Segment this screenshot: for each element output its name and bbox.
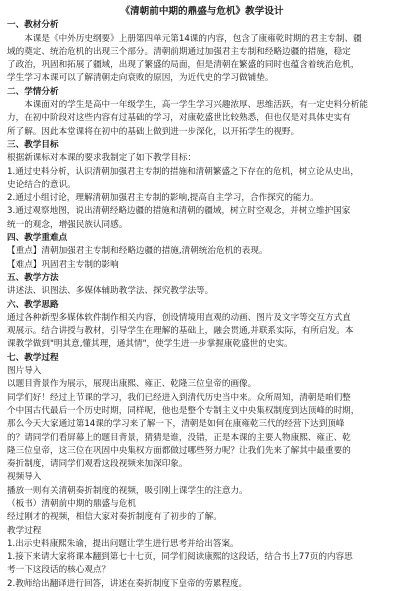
document-body (7, 19, 397, 591)
paragraph-line: 本课是《中外历史纲要》上册第四单元第14课的内容，包含了康雍乾时期的君主专制、疆 (24, 33, 362, 44)
paragraph-line: 【难点】巩固君主专制的影响 (7, 259, 119, 270)
paragraph-line: 1.接下来请大家将课本翻到第七十七页，同学们阅读康熙的这段话，结合书上77页的内容思 (7, 552, 353, 563)
paragraph-line: 域的奠定、统治危机的出现三个部分。清朝前期通过加强君主专制和经略边疆的措施，稳定 (7, 46, 351, 57)
paragraph-line: 考一下这段话的核心观点？ (7, 565, 111, 576)
section-heading: 四、教学重难点 (7, 233, 68, 244)
paragraph-line: （板书）清朝前中期的鼎盛与危机 (7, 498, 136, 509)
section-heading: 七、教学过程 (7, 352, 59, 363)
paragraph-line: 所了解。因此本堂课将在初中的基础上做到进一步深化，以开拓学生的视野。 (7, 126, 300, 137)
paragraph-line: 2.教师给出翻译进行回答，讲述在奏折制度下皇帝的劳累程度。 (7, 578, 248, 589)
paragraph-line: 奏折制度，请同学们观看这段视频来加深印象。 (7, 459, 188, 470)
paragraph-line: 1.出示史料康熙朱谕，提出问题让学生进行思考并给出答案。 (7, 538, 239, 549)
subheading: 视频导入 (7, 472, 42, 483)
paragraph-line: 学生学习本课可以了解清朝走向衰败的原因，为近代史的学习做铺垫。 (7, 73, 274, 84)
paragraph-line: 以题目背景作为展示，展现出康熙、雍正、乾隆三位皇帝的画像。 (7, 379, 257, 390)
section-heading: 六、教学思路 (7, 299, 59, 310)
paragraph-line: 统一的观念，增强民族认同感。 (7, 219, 128, 230)
paragraph-line: 的？请同学们看屏幕上的题目背景，猜猜是谁，没错，正是本课的主要人物康熙、雍正、乾 (7, 432, 351, 443)
paragraph-line: 2.通过小组讨论，理解清朝加强君主专制的影响,提高自主学习，合作探究的能力。 (7, 193, 319, 204)
paragraph-line: 观展示。结合讲授与教材，引导学生在理解的基础上，融会贯通,并联系实际，有所启发。本 (7, 326, 354, 337)
paragraph-line: 经过刚才的视频，相信大家对奏折制度有了初步的了解。 (7, 512, 222, 523)
paragraph-line: 本课面对的学生是高中一年级学生，高一学生学习兴趣浓厚、思维活跃，有一定史料分析能 (24, 100, 368, 111)
paragraph-line: 讲述法、识图法、多媒体辅助教学法、探究教学法等。 (7, 286, 214, 297)
paragraph-line: 课教学做到"明其意,懂其理，通其情"，使学生进一步掌握康乾盛世的史实。 (7, 339, 293, 350)
paragraph-line: 1.通过史料分析，认识清朝加强君主专制的措施和清朝繁盛之下存在的危机，树立论从史出， (7, 166, 359, 177)
paragraph-line: 根据新课标对本课的要求我制定了如下教学目标： (7, 153, 197, 164)
subheading: 图片导入 (7, 366, 42, 377)
paragraph-line: 力，在初中阶段对这些内容有过基础的学习，对康乾盛世比较熟悉，但也仅是对具体史实有 (7, 113, 351, 124)
paragraph-line: 同学们好！经过上节课的学习，我们已经进入到清代历史当中来。众所周知，清朝是咱们整 (7, 392, 351, 403)
paragraph-line: 3.通过观察地图，说出清朝经略边疆的措施和清朝的疆域，树立时空观念，并树立维护国家 (7, 206, 351, 217)
paragraph-line: 个中国古代最后一个历史时期，同样呢，他也是整个专制主义中央集权制度到达顶峰的时期， (7, 405, 360, 416)
paragraph-line: 隆三位皇帝，这三位在巩固中央集权方面都做过哪些努力呢？让我们先来了解其中最重要的 (7, 445, 351, 456)
document-title: 《清朝前中期的鼎盛与危机》教学设计 (120, 6, 284, 17)
paragraph-line: 通过各种新型多媒体软件制作相关内容，创设情境用直观的动画、图片及文字等交互方式直 (7, 312, 351, 323)
paragraph-line: 【重点】清朝加强君主专制和经略边疆的措施,清朝统治危机的表现。 (7, 246, 268, 257)
section-heading: 二、学情分析 (7, 86, 59, 97)
section-heading: 一、教材分析 (7, 20, 59, 31)
paragraph-line: 史论结合的意识。 (7, 179, 76, 190)
paragraph-line: 了政治，巩固和拓展了疆域，出现了繁盛的局面，但是清朝在繁盛的同时也蕴含着统治危机， (7, 60, 360, 71)
section-heading: 三、教学目标 (7, 139, 59, 150)
subheading: 教学过程 (7, 525, 42, 536)
paragraph-line: 播放一则有关清朝奏折制度的视频，吸引刚上课学生的注意力。 (7, 485, 248, 496)
paragraph-line: 那么今天大家通过第14课的学习来了解一下，清朝是如何在康雍乾三代的经营下达到顶峰 (7, 419, 345, 430)
section-heading: 五、教学方法 (7, 272, 59, 283)
